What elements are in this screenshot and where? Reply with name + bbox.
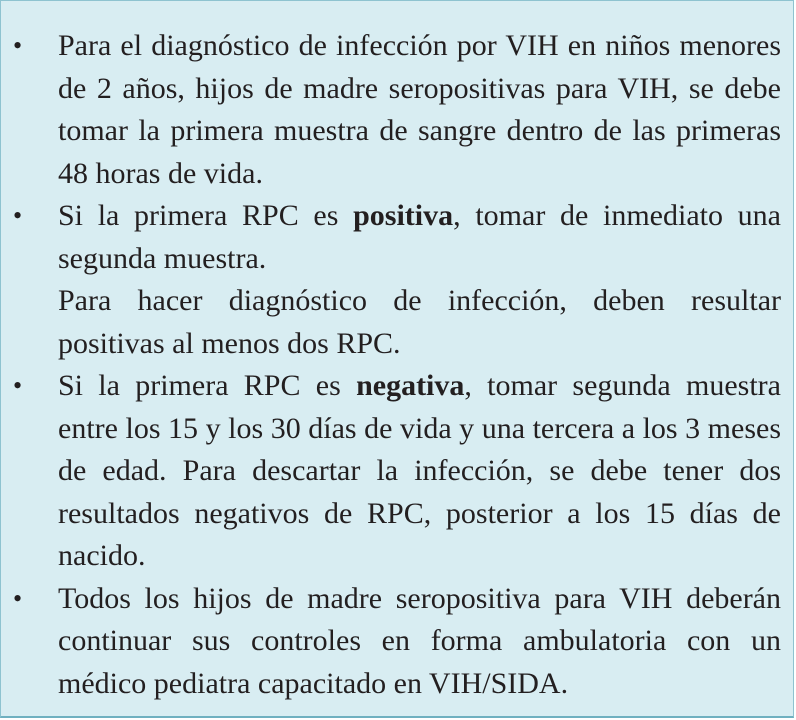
item-text: Para el diagnóstico de infección por VIH en niños menores de 2 años, hijos de madre seropositivas para VIH, se debe tomar la primera muestra de sangre dentro de las primeras 48 horas de vida. <box>58 29 781 190</box>
bullet-icon: • <box>13 31 23 60</box>
emphasis-positiva: positiva <box>353 199 454 232</box>
bullet-icon: • <box>13 371 23 400</box>
item-paragraph <box>58 25 781 195</box>
bullet-list <box>1 25 796 705</box>
item-paragraph <box>58 195 781 280</box>
item-paragraph <box>58 280 781 365</box>
list-item <box>1 578 796 706</box>
item-text: , tomar de inmediato una segunda muestra. <box>58 199 781 275</box>
bullet-icon: • <box>13 201 23 230</box>
item-text: Si la primera RPC es <box>58 369 357 402</box>
list-item <box>1 365 796 578</box>
item-text: Si la primera RPC es <box>58 199 354 232</box>
item-text: Para hacer diagnóstico de infección, deben resultar positivas al menos dos RPC. <box>58 284 781 360</box>
emphasis-negativa: negativa <box>356 369 465 402</box>
list-item <box>1 195 796 365</box>
item-paragraph <box>58 365 781 578</box>
bullet-icon: • <box>13 583 23 613</box>
item-paragraph <box>58 578 781 706</box>
item-text: , tomar segunda muestra entre los 15 y los 30 días de vida y una tercera a los 3 meses de edad. Para descartar la infección, se debe tener dos resultados negativos de RPC, posterior a los 15 días de nacido. <box>58 369 781 572</box>
list-item <box>1 25 796 195</box>
item-text: Todos los hijos de madre seropositiva para VIH deberán continuar sus controles en forma ambulatoria con un médico pediatra capacitado en VIH/SIDA. <box>58 581 781 700</box>
